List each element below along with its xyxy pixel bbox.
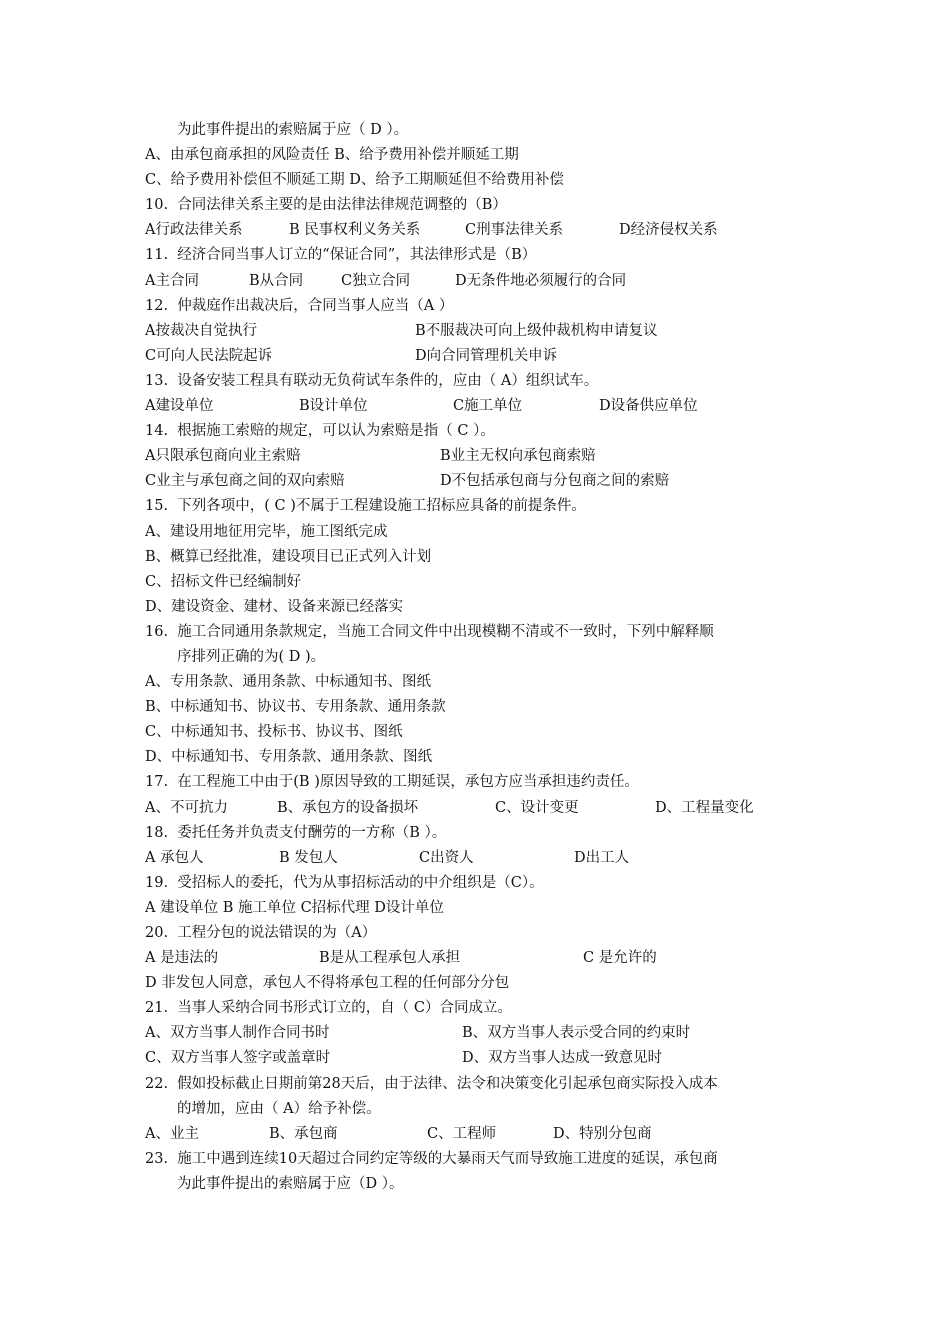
text-line: A、专用条款、通用条款、中标通知书、图纸 — [145, 674, 431, 691]
text-line: 14. 根据施工索赔的规定，可以认为索赔是指（ C ）。 — [145, 423, 495, 440]
text-line: A 建设单位 B 施工单位 C招标代理 D设计单位 — [145, 899, 444, 916]
text-line: 的增加，应由（ A）给予补偿。 — [177, 1100, 381, 1117]
option-text: C刑事法律关系 — [465, 222, 564, 239]
text-line: C、招标文件已经编制好 — [145, 573, 302, 590]
option-text: B不服裁决可向上级仲裁机构申请复议 — [415, 322, 658, 339]
option-text: B 民事权利义务关系 — [289, 222, 421, 239]
option-text: C、双方当事人签字或盖章时 — [145, 1050, 331, 1067]
options-row — [145, 946, 825, 971]
option-text: B设计单位 — [299, 398, 368, 415]
options-row — [145, 796, 825, 821]
option-text: C、工程师 — [427, 1125, 497, 1142]
text-line: 19. 受招标人的委托，代为从事招标活动的中介组织是（C）。 — [145, 874, 544, 891]
option-text: B从合同 — [249, 272, 304, 289]
text-line: 17. 在工程施工中由于(B )原因导致的工期延误，承包方应当承担违约责任。 — [145, 774, 639, 791]
text-line: 20. 工程分包的说法错误的为（A） — [145, 925, 377, 941]
option-text: A只限承包商向业主索赔 — [145, 448, 301, 465]
option-text: B、承包商 — [269, 1125, 338, 1142]
option-text: C 是允许的 — [583, 950, 657, 967]
options-row — [145, 218, 825, 243]
options-row — [145, 846, 825, 871]
text-line: D、建设资金、建材、设备来源已经落实 — [145, 598, 404, 615]
option-text: C独立合同 — [341, 272, 411, 289]
options-row — [145, 394, 825, 419]
option-text: D、工程量变化 — [655, 799, 754, 816]
option-text: A 承包人 — [145, 849, 204, 866]
option-text: D、双方当事人达成一致意见时 — [462, 1050, 663, 1067]
option-text: D向合同管理机关申诉 — [415, 347, 558, 364]
option-text: D不包括承包商与分包商之间的索赔 — [440, 473, 670, 490]
text-line: 12. 仲裁庭作出裁决后，合同当事人应当（A ） — [145, 297, 454, 314]
options-row — [145, 1122, 825, 1147]
option-text: A、双方当事人制作合同书时 — [145, 1025, 330, 1042]
option-text: B业主无权向承包商索赔 — [440, 448, 596, 465]
option-text: A主合同 — [145, 272, 199, 289]
option-text: D经济侵权关系 — [619, 222, 718, 239]
option-text: A、业主 — [145, 1125, 199, 1142]
option-text: A行政法律关系 — [145, 222, 243, 239]
text-line: C、中标通知书、投标书、协议书、图纸 — [145, 724, 403, 741]
text-line: 16. 施工合同通用条款规定，当施工合同文件中出现模糊不清或不一致时，下列中解释顺 — [145, 623, 714, 640]
options-row — [145, 319, 825, 344]
option-text: D无条件地必须履行的合同 — [455, 272, 627, 289]
option-text: C施工单位 — [453, 398, 523, 415]
text-line: 22. 假如投标截止日期前第28天后，由于法律、法令和决策变化引起承包商实际投入成本 — [145, 1075, 718, 1092]
option-text: D、特别分包商 — [553, 1125, 652, 1142]
text-line: B、概算已经批准，建设项目已正式列入计划 — [145, 548, 432, 565]
text-line: 11. 经济合同当事人订立的“保证合同”，其法律形式是（B） — [145, 247, 537, 264]
option-text: A按裁决自觉执行 — [145, 322, 257, 339]
text-line: 13. 设备安装工程具有联动无负荷试车条件的，应由（ A）组织试车。 — [145, 372, 599, 389]
option-text: C出资人 — [419, 849, 474, 866]
text-line: 23. 施工中遇到连续10天超过合同约定等级的大暴雨天气而导致施工进度的延误，承包商 — [145, 1150, 718, 1167]
option-text: A、不可抗力 — [145, 799, 228, 816]
option-text: A建设单位 — [145, 398, 214, 415]
options-row — [145, 444, 825, 469]
options-row — [145, 344, 825, 369]
question-list — [145, 118, 825, 1197]
option-text: A 是违法的 — [145, 950, 219, 967]
option-text: B 发包人 — [279, 849, 338, 866]
text-line: A、由承包商承担的风险责任 B、给予费用补偿并顺延工期 — [145, 147, 519, 164]
text-line: C、给予费用补偿但不顺延工期 D、给予工期顺延但不给费用补偿 — [145, 172, 564, 189]
option-text: D出工人 — [574, 849, 630, 866]
text-line: D 非发包人同意，承包人不得将承包工程的任何部分分包 — [145, 975, 510, 992]
text-line: 序排列正确的为( D )。 — [177, 648, 326, 665]
text-line: 为此事件提出的索赔属于应（D ）。 — [177, 1175, 404, 1192]
option-text: C、设计变更 — [495, 799, 579, 816]
text-line: D、中标通知书、专用条款、通用条款、图纸 — [145, 749, 433, 766]
text-line: 18. 委托任务并负责支付酬劳的一方称（B ）。 — [145, 824, 447, 841]
text-line: 15. 下列各项中，( C )不属于工程建设施工招标应具备的前提条件。 — [145, 498, 586, 515]
text-line: A、建设用地征用完毕，施工图纸完成 — [145, 523, 388, 540]
options-row — [145, 469, 825, 494]
option-text: D设备供应单位 — [599, 398, 698, 415]
text-line: 21. 当事人采纳合同书形式订立的，自（ C）合同成立。 — [145, 1000, 512, 1017]
options-row — [145, 269, 825, 294]
option-text: B、承包方的设备损坏 — [277, 799, 419, 816]
text-line: B、中标通知书、协议书、专用条款、通用条款 — [145, 699, 446, 716]
option-text: C业主与承包商之间的双向索赔 — [145, 473, 345, 490]
option-text: B是从工程承包人承担 — [319, 950, 461, 967]
options-row — [145, 1046, 825, 1071]
option-text: C可向人民法院起诉 — [145, 347, 273, 364]
text-line: 为此事件提出的索赔属于应（ D ）。 — [177, 122, 409, 138]
options-row — [145, 1021, 825, 1046]
text-line: 10. 合同法律关系主要的是由法律法律规范调整的（B） — [145, 197, 507, 214]
option-text: B、双方当事人表示受合同的约束时 — [462, 1025, 691, 1042]
